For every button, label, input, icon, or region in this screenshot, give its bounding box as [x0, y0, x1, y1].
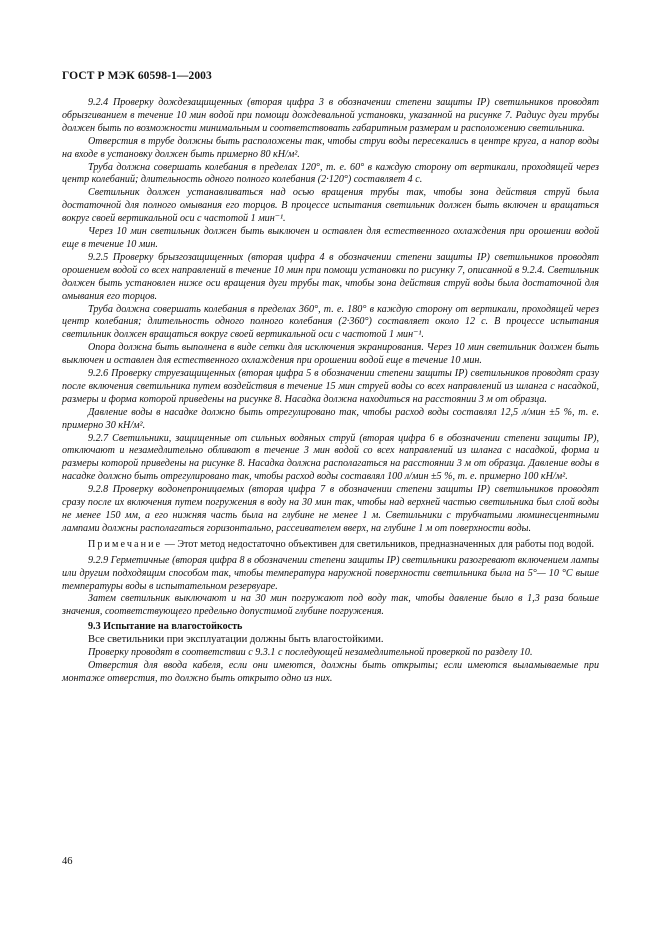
paragraph: 9.2.7 Светильники, защищенные от сильных водяных струй (вторая цифра 6 в обозначении степени защиты IP), отключают и незамедлительно обливают в течение 3 мин водой со всех направлений из шланга с насадкой, форма и размеры которой приведены на рисунке 8. Насадка должна располагаться на расстоянии 3 м от образца. Давление воды в насадке должно быть отрегулировано так, чтобы расход воды составлял 100 л/мин ±5 %, т. е. примерно 100 кН/м². — [62, 432, 599, 483]
paragraph: 9.2.4 Проверку дождезащищенных (вторая цифра 3 в обозначении степени защиты IP) светильников проводят обрызгиванием в течение 10 мин водой при помощи дождевальной установки, указанной на рисунке 7. Радиус дуги трубы должен быть по возможности минимальным и соответствовать габаритным размерам и расположению светильника. — [62, 97, 599, 134]
note — [62, 539, 599, 552]
paragraph: Отверстия для ввода кабеля, если они имеются, должны быть открыты; если имеются выламываемые при монтаже отверстия, то должно быть открыто одно из них. — [62, 659, 599, 684]
paragraph: Отверстия в трубе должны быть расположены так, чтобы струи воды пересекались в центре круга, а напор воды на входе в установку должен быть примерно 80 кН/м². — [62, 135, 599, 160]
paragraph: 9.2.5 Проверку брызгозащищенных (вторая цифра 4 в обозначении степени защиты IP) светильников проводят орошением водой со всех направлений в течение 10 мин при помощи установки по рисунку 7, описанной в 9.2.4. Светильник должен быть установлен ниже оси вращения дуги трубы так, чтобы зона действия струй воды была достаточной для омывания его торцов. — [62, 251, 599, 302]
document-body — [62, 97, 599, 686]
paragraph: Через 10 мин светильник должен быть выключен и оставлен для естественного охлаждения при орошении водой еще в течение 10 мин. — [62, 226, 599, 250]
paragraph: Все светильники при эксплуатации должны быть влагостойкими. — [88, 634, 384, 646]
paragraph: 9.2.9 Герметичные (вторая цифра 8 в обозначении степени защиты IP) светильники разогревают включением лампы или другим подходящим способом так, чтобы температура наружной поверхности светильника была на 5°— 10 °С выше температуры воды в испытательном резервуаре. — [62, 554, 599, 592]
paragraph: 9.2.8 Проверку водонепроницаемых (вторая цифра 7 в обозначении степени защиты IP) светильников проводят сразу после их включения путем погружения в воду на 30 мин так, чтобы над верхней частью светильника был слой воды не менее 150 мм, а его нижняя часть была на глубине не менее 1 м. Светильники с трубчатыми люминесцентными лампами должны располагаться горизонтально, рассеивателем вверх, на глубине 1 м от поверхности воды. — [62, 484, 599, 534]
page-number: 46 — [62, 856, 73, 867]
paragraph: Труба должна совершать колебания в пределах 120°, т. е. 60° в каждую сторону от вертикали, проходящей через центр колебаний; длительность одного полного колебания (2·120°) составляет 4 с. — [62, 161, 599, 186]
note-label: Примечание — [88, 538, 163, 550]
paragraph: Светильник должен устанавливаться над осью вращения трубы так, чтобы зона действия струй была достаточной для полного омывания его торцов. В процессе испытания светильник должен быть включен и вращаться вокруг своей вертикальной оси с частотой 1 мин⁻¹. — [62, 187, 599, 225]
paragraph: Проверку проводят в соответствии с 9.3.1 с последующей незамедлительной проверкой по разделу 10. — [88, 647, 533, 659]
section-heading: 9.3 Испытание на влагостойкость — [88, 621, 243, 633]
paragraph: Затем светильник выключают и на 30 мин погружают под воду так, чтобы давление было в 1,3 раза больше значения, соответствующего предельно допустимой глубине погружения. — [62, 593, 599, 618]
paragraph: Труба должна совершать колебания в пределах 360°, т. е. 180° в каждую сторону от вертикали, проходящей через центр колебания; длительность одного полного колебания (2·360°) составляет около 12 с. В процессе испытания светильник должен вращаться вокруг своей вертикальной оси с частотой 1 мин⁻¹. — [62, 303, 599, 341]
paragraph: Давление воды в насадке должно быть отрегулировано так, чтобы расход воды составлял 12,5 л/мин ±5 %, т. е. примерно 30 кН/м². — [62, 406, 599, 431]
document-header: ГОСТ Р МЭК 60598-1—2003 — [62, 70, 212, 82]
paragraph: 9.2.6 Проверку струезащищенных (вторая цифра 5 в обозначении степени защиты IP) светильников проводят сразу после включения светильника путем воздействия в течение 15 мин струей воды со всех направлений из шланга с насадкой, размеры и форма которой приведены на рисунке 8. Насадка должна находиться на расстоянии 3 м от образца. — [62, 368, 599, 405]
paragraph: Опора должна быть выполнена в виде сетки для исключения экранирования. Через 10 мин светильник должен быть выключен и оставлен для естественного охлаждения при орошении водой еще в течение 10 мин. — [62, 342, 599, 367]
note-text: — Этот метод недостаточно объективен для светильников, предназначенных для работы под водой. — [162, 538, 595, 550]
